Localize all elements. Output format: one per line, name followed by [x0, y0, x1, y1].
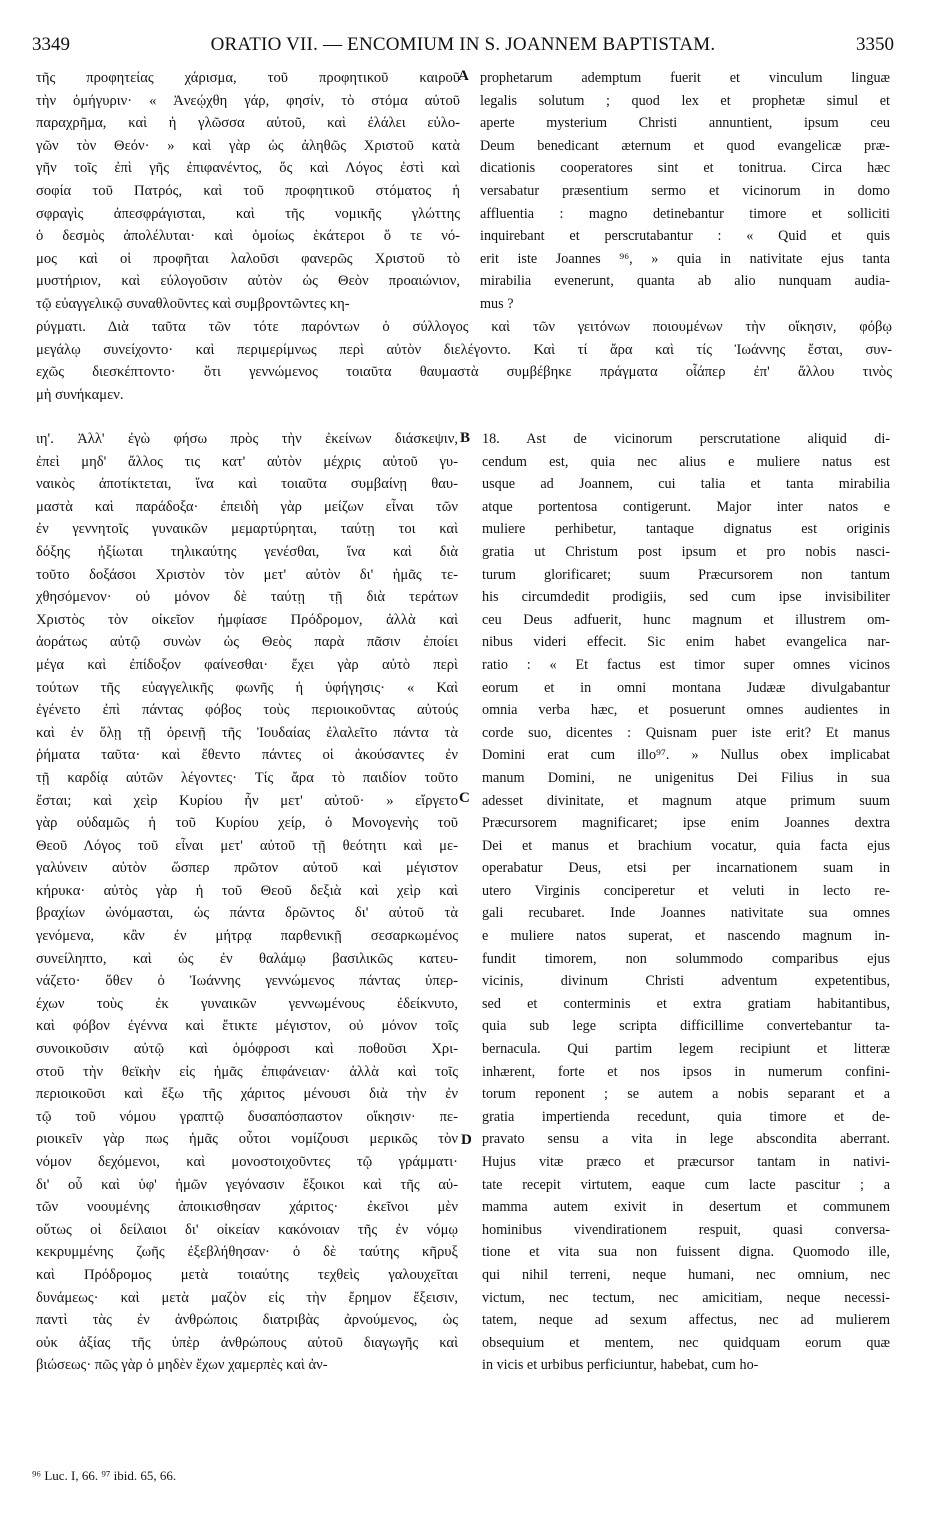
latin-column-top: [480, 67, 890, 316]
text-line: Θεοῦ Λόγος τοῦ εἶναι μετ' αὐτοῦ τῇ θεότητι καὶ με-: [36, 837, 458, 854]
text-line: τῷ τοῦ νόμου γραπτῷ δυσαπόσπαστον οἴκησιν· πε-: [36, 1108, 458, 1125]
text-line: prophetarum ademptum fuerit et vinculum linguæ: [480, 70, 890, 86]
text-line: inhærent, forte et nos ipsos in numerum confini-: [482, 1063, 890, 1080]
text-line: παντὶ τὰς ἐν ἀνθρώποις διατριβὰς ἀρνούμενος, ὡς: [36, 1312, 458, 1329]
text-line: περιοικοῦσι καὶ ἔξω τῆς χάριτος μένουσι διὰ τὴν ἐν: [36, 1086, 458, 1103]
text-line: mamma autem exivit in desertum et communem: [482, 1199, 890, 1216]
text-line: τὴν ὁμήγυριν· « Ἀνεῴχθη γάρ, φησίν, τὸ στόμα αὐτοῦ: [36, 92, 460, 109]
text-line: cendum est, quia nec alius e muliere natus est: [482, 453, 890, 470]
text-line: ὁ δεσμὸς ἀπολέλυται· καὶ ὁμοίως ἑκάτεροι ὅ τε νό-: [36, 228, 460, 245]
text-line: μεγάλῳ συνείχοντο· καὶ περιμερίμνως περὶ αὐτὸν διελέγοντο. Καὶ τί ἄρα καὶ τίς Ἰωάννης ἔσται, συν-: [36, 341, 892, 358]
text-line: fundit timorem, non solummodo comparibus ejus: [482, 950, 890, 967]
text-line: pravato sensu a vita in lege abscondita aberrant.: [482, 1131, 890, 1148]
text-line: Præcursorem magnificaret; ipse enim Joannes dextra: [482, 815, 890, 832]
text-line: ἔσται; καὶ χεὶρ Κυρίου ἦν μετ' αὐτοῦ· » εἴργετο: [36, 792, 458, 809]
text-line: in vicis et urbibus perficiuntur, habebat, cum ho-: [482, 1357, 759, 1374]
text-line: affluentia : magno detinebantur timore et solliciti: [480, 205, 890, 222]
text-line: ναικὸς ἀποτίκτεται, ἵνα καὶ τοιαῦτα συμβαίνῃ θαυ-: [36, 476, 458, 493]
running-title: ORATIO VII. — ENCOMIUM IN S. JOANNEM BAPTISTAM.: [210, 34, 716, 55]
page-number-right: 3350: [856, 34, 894, 55]
text-line: sed et conterminis et extra gratiam habitantibus,: [482, 995, 890, 1012]
text-line: σφραγὶς ἀπεσφράγισται, καὶ τῆς νομικῆς γλώττης: [36, 205, 460, 222]
text-line: gali recubaret. Inde Joannes nativitate sua omnes: [482, 905, 890, 922]
text-line: ἐν γεννητοῖς γυναικῶν μεμαρτύρηται, ταύτῃ τοι καὶ: [36, 521, 458, 538]
text-line: ratio : « Et factus est timor super omnes vicinos: [482, 656, 890, 673]
text-line: τῶν νοουμένης ἀποικισθησαν χάριτος· ἐκεῖνοι μὲν: [36, 1199, 458, 1216]
text-line: καὶ Πρόδρομος μετὰ τοιαύτης τεχθεὶς γαλουχεῖται: [36, 1266, 458, 1283]
text-line: ριοικεῖν γὰρ πως ἡμᾶς οὗτοι νομίζουσι μερικῶς τὸν: [36, 1131, 458, 1148]
text-line: δόξης ἠξίωται τηλικαύτης γενέσθαι, ἵνα καὶ διὰ: [36, 543, 458, 560]
text-line: tate recepit virtutem, eaque cum lacte pascitur ; a: [482, 1176, 890, 1193]
text-line: his circumdedit prodigiis, sed cum ipse invisibiliter: [482, 589, 890, 606]
text-line: tione et vita sua non fuissent digna. Quomodo ille,: [482, 1244, 890, 1261]
text-line: torum reponent ; se autem a nobis separant et a: [482, 1086, 890, 1103]
text-line: bernacula. Qui partim legem recipiunt et litteræ: [482, 1041, 890, 1058]
text-line: Hujus vitæ præco et præcursor tantam in nativi-: [482, 1154, 890, 1170]
text-line: muliere perhibetur, tantaque dignatus est originis: [482, 521, 890, 538]
text-line: adesset divinitate, et magnum atque primum suum: [482, 792, 890, 809]
text-line: inquirebant et perscrutabantur : « Quid et quis: [480, 228, 890, 245]
text-line: Domini erat cum illo⁹⁷. » Nullus obex implicabat: [482, 747, 890, 764]
text-line: μὴ συνήκαμεν.: [36, 386, 124, 403]
page-number-left: 3349: [32, 34, 70, 55]
text-line: γὰρ οὐδαμῶς ἡ τοῦ Κυρίου χείρ, ὁ Μονογενὴς τοῦ: [36, 815, 458, 832]
text-line: manum Domini, ne unigenitus Dei Filius in sua: [482, 769, 890, 786]
text-line: ρύγματι. Διὰ ταῦτα τῶν τότε παρόντων ὁ σύλλογος καὶ τῶν γειτόνων ποιουμένων τὴν οἴκησιν, φόβῳ: [36, 319, 892, 335]
text-line: vicinis, divinum Christi adventum expetentibus,: [482, 973, 890, 990]
text-line: Dei et manus et brachium vocatur, quia facta ejus: [482, 837, 890, 854]
text-line: 18. Ast de vicinorum perscrutatione aliquid di-: [482, 431, 890, 447]
text-line: οὕτως οἱ δείλαιοι δι' οἰκείαν κακόνοιαν τῆς ἐν νόμῳ: [36, 1221, 458, 1238]
text-line: omnia verba hæc, et posuerunt omnes audientes in: [482, 702, 890, 719]
text-line: μέγα καὶ ἐπίδοξον φαίνεσθαι· ἔχει γὰρ αὐτὸ περὶ: [36, 656, 458, 673]
text-line: συνοικοῦσιν αὐτῷ καὶ ὁμόφροσι καὶ ποθοῦσι Χρι-: [36, 1041, 458, 1058]
text-line: τῇ καρδίᾳ αὐτῶν λέγοντες· Τίς ἄρα τὸ παιδίον τοῦτο: [36, 769, 458, 786]
text-line: ἐπεὶ μηδ' ἄλλος τις κατ' αὐτὸν μέχρις αὐτοῦ γυ-: [36, 453, 458, 470]
text-line: mirabilia evenerunt, quanta ab alio nunquam audia-: [480, 273, 890, 290]
text-line: e muliere natos superat, et nascendo magnum in-: [482, 928, 890, 945]
text-line: Deum benedicant æternum et quod evangelicæ præ-: [480, 137, 890, 154]
text-line: τοῦτο δοξάσοι Χριστὸν τὸν μετ' αὐτὸν δι' ἡμᾶς τε-: [36, 566, 458, 583]
text-line: καὶ ἐν ὅλῃ τῇ ὀρεινῇ τῆς Ἰουδαίας ἐλαλεῖτο πάντα τὰ: [36, 724, 458, 741]
text-line: νάζετο· ὅθεν ὁ Ἰωάννης γεννώμενος πάντας ὑπερ-: [36, 973, 458, 990]
text-line: σοφία τοῦ Πατρός, καὶ τοῦ προφητικοῦ στόματος ἡ: [36, 182, 460, 199]
text-line: utero Virginis conciperetur et veluti in lecto re-: [482, 882, 890, 899]
text-line: ἀοράτως αὐτῷ συνὼν ὡς Θεὸς παρὰ πᾶσιν ἐποίει: [36, 634, 458, 651]
text-line: εχῶς διεσκέπτοντο· ὅτι γεννώμενος τοιαῦτα θαυμαστὰ συμβέβηκε πράγματα οἷάπερ ἐπ' ἄλλου τινὸς: [36, 364, 892, 381]
text-line: operabatur Deus, etsi per incarnationem suam in: [482, 860, 890, 877]
text-line: έχων τοὺς ἐκ γυναικῶν γεννωμένους ἐδείκνυτο,: [36, 995, 458, 1012]
text-line: gratia impertienda recedunt, quia timore et de-: [482, 1108, 890, 1125]
greek-column-main: [36, 428, 458, 1377]
text-line: τῷ εὐαγγελικῷ συναθλοῦντες καὶ συμβροντῶντες κη-: [36, 295, 350, 312]
text-line: καὶ φόβον ἐγέννα καὶ ἔτικτε μέγιστον, οὐ μόνον τοῖς: [36, 1018, 458, 1035]
text-line: atque portentosa contigerunt. Major inter natos e: [482, 498, 890, 515]
text-line: βραχίων ὠνόμασται, ὡς πάντα δρῶντος δι' αὐτοῦ τὰ: [36, 905, 458, 922]
text-line: hominibus vivendirationem respuit, quasi conversa-: [482, 1221, 890, 1238]
text-line: ceu Deus adfuerit, hunc magnum et illustrem om-: [482, 611, 890, 628]
text-line: versabatur præsentium sermo et vicinorum in domo: [480, 182, 890, 199]
footnotes: ⁹⁶ Luc. I, 66. ⁹⁷ ibid. 65, 66.: [32, 1468, 177, 1483]
text-line: ῥήματα ταῦτα· καὶ ἔθεντο πάντες οἱ ἀκούσαντες ἐν: [36, 747, 458, 764]
margin-letter-d: D: [461, 1132, 472, 1148]
text-line: legalis solutum ; quod lex et prophetæ simul et: [480, 92, 890, 109]
text-line: Χριστὸς τὸν οἰκεῖον ἠμφίασε Πρόδρομον, ἀλλὰ καὶ: [36, 611, 458, 628]
text-line: γαλύνειν αὐτὸν ὥσπερ πρῶτον αὐτοῦ καὶ μέγιστον: [36, 860, 458, 877]
text-line: qui nihil terreni, neque humani, nec omnium, nec: [482, 1266, 890, 1283]
margin-letter-c: C: [459, 790, 470, 806]
text-line: παραχρῆμα, καὶ ἡ γλῶσσα αὐτοῦ, καὶ ἐλάλει εὐλο-: [36, 115, 460, 132]
text-line: turum glorificaret; suum Præcursorem non tantum: [482, 566, 890, 583]
text-line: ἐγένετο ἐπὶ πάντας φόβος τοὺς περιοικοῦντας αὐτούς: [36, 702, 458, 719]
text-line: obsequium et mentem, nec quidquam eorum quæ: [482, 1334, 890, 1351]
text-line: οὐκ ἀξίας τῆς ὑπὲρ ἀνθρώπους αὐτοῦ διαγωγῆς καὶ: [36, 1334, 458, 1351]
text-line: χθησόμενον· οὐ μόνον δὲ ταύτῃ τῇ διὰ τεράτων: [36, 589, 458, 606]
greek-column-top: [36, 67, 460, 316]
text-line: μαστὰ καὶ παράδοξα· ἐπειδὴ γὰρ μείζων εἶναι τῶν: [36, 498, 458, 515]
latin-column-main: [482, 428, 890, 1377]
margin-letter-a: A: [458, 68, 469, 84]
text-line: eorum et in omni montana Judææ divulgabantur: [482, 679, 890, 696]
text-line: κήρυκα· αὐτὸς γὰρ ἡ τοῦ Θεοῦ δεξιὰ καὶ χεὶρ καὶ: [36, 882, 458, 899]
text-line: μυστήριον, καὶ εὐλογοῦσιν αὐτὸν ὡς Θεὸν προαιώνιον,: [36, 273, 460, 290]
text-line: μος καὶ οἱ προφῆται λαλοῦσι φανερῶς Χριστοῦ τὸ: [36, 250, 460, 267]
page-header: [32, 34, 894, 60]
text-line: δυνάμεως· καὶ μετὰ μαζὸν εἰς τὴν ἔρημον ἔξεισιν,: [36, 1289, 458, 1306]
text-line: τούτων τῆς εὐαγγελικῆς φωνῆς ἡ ὑφήγησις· « Καὶ: [36, 679, 458, 696]
text-line: mus ?: [480, 295, 514, 312]
text-line: ιη'. Ἀλλ' ἐγὼ φήσω πρὸς τὴν ἐκείνων διάσκεψιν,: [36, 431, 458, 447]
text-line: γῶν τὸν Θεόν· » καὶ γὰρ ὡς ἀληθῶς Χριστοῦ κατὰ: [36, 137, 460, 154]
text-line: aperte mysterium Christi annuntient, ipsum ceu: [480, 115, 890, 132]
text-line: nibus videri effecit. Sic enim habet evangelica nar-: [482, 634, 890, 651]
text-line: victum, nec tectum, nec amicitiam, neque necessi-: [482, 1289, 890, 1306]
text-line: κεκρυμμένης ζωῆς ἐξεβλήθησαν· ὁ δὲ ταύτης κῆρυξ: [36, 1244, 458, 1261]
text-line: gratia ut Christum post ipsum et pro nobis nasci-: [482, 543, 890, 560]
text-line: στοῦ τὴν θεϊκὴν εἰς ἡμᾶς ἐπιφάνειαν· ἀλλὰ καὶ τοῖς: [36, 1063, 458, 1080]
text-line: γῆν τοῖς ἐπὶ γῆς ἐπιφανέντος, ὅς καὶ Λόγος ἐστὶ καὶ: [36, 160, 460, 177]
text-line: erit iste Joannes ⁹⁶, » quia in nativitate ejus tanta: [480, 250, 890, 267]
text-line: τῆς προφητείας χάρισμα, τοῦ προφητικοῦ καιροῦ: [36, 70, 460, 86]
text-line: usque ad Joannem, cui talia et tanta mirabilia: [482, 476, 890, 493]
text-line: γενόμενα, κἂν ἐν μήτρᾳ παρθενικῇ σεσαρκωμένος: [36, 928, 458, 945]
text-line: tatem, neque ad sexum affectus, nec ad mulierem: [482, 1312, 890, 1329]
margin-letter-b: B: [460, 430, 471, 446]
text-line: συνείληπτο, καὶ ὡς ἐν θαλάμῳ βασιλικῶς κατευ-: [36, 950, 458, 967]
text-line: corde suo, dicentes : Quisnam puer iste erit? Et manus: [482, 724, 890, 741]
text-line: νόμον δεχόμενοι, καὶ μονοστοιχοῦντες τῷ γράμματι·: [36, 1154, 458, 1170]
text-line: quia sub lege scripta difficillime convertebantur ta-: [482, 1018, 890, 1035]
greek-full-width-text: [36, 316, 892, 406]
text-line: βιώσεως· πῶς γὰρ ὁ μηδὲν ἔχων χαμερπὲς καὶ ἀν-: [36, 1357, 328, 1374]
text-line: δι' οὗ καὶ ὑφ' ἡμῶν γεγόνασιν ἔξοικοι καὶ τῆς αὐ-: [36, 1176, 458, 1193]
text-line: dicationis cooperatores sint et tonitrua. Circa hæc: [480, 160, 890, 177]
